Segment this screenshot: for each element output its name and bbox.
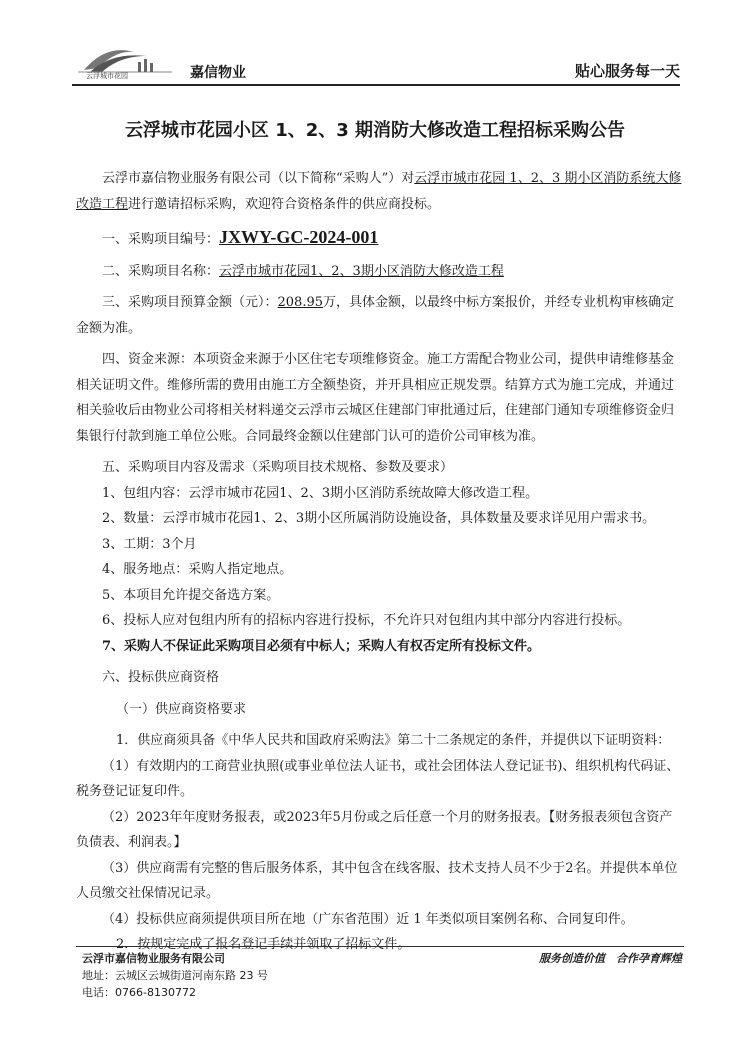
section-4: 四、资金来源：本项资金来源于小区住宅专项维修资金。施工方需配合物业公司，提供申请维修基金相关证明文件。维修所需的费用由施工方全额垫资，并开具相应正规发票。结算方式为施工完成，并通过相关验收后由物业公司将相关材料递交云浮市云城区住建部门审批通过后，住建部门通知专项维修资金归集银行付款到施工单位公账。合同最终金额以住建部门认可的造价公司审核为准。: [76, 352, 675, 444]
footer-divider: [76, 946, 684, 947]
s6-p2: 2．按规定完成了报名登记手续并领取了招标文件。: [116, 937, 411, 952]
footer-motto: 服务创造价值 合作孕育辉煌: [539, 952, 682, 965]
s6-p1-1: （1）有效期内的工商营业执照(或事业单位法人证书，或社会团体法人登记证书)、组织机构代码证、税务登记证复印件。: [76, 758, 680, 799]
intro-post: 进行邀请招标采购，欢迎符合资格条件的供应商投标。: [128, 196, 441, 212]
intro-project: 云浮市城市花园 1、2、3 期小区消防系统大修改造工程: [76, 171, 682, 212]
budget-value: 208.95: [277, 295, 324, 310]
s5-item-3: 3、工期：3个月: [102, 536, 197, 552]
footer-company: 云浮市嘉信物业服务有限公司: [82, 952, 225, 965]
letterhead-footer: [82, 950, 682, 1001]
section-2: [76, 259, 684, 285]
header-divider: [72, 84, 680, 86]
section-3: [76, 290, 684, 341]
s5-item-7: 7、采购人不保证此采购项目必须有中标人；采购人有权否定所有投标文件。: [102, 638, 541, 654]
project-name: 云浮市城市花园1、2、3期小区消防大修改造工程: [219, 263, 504, 279]
s5-item-2: 2、数量：云浮市城市花园1、2、3期小区所属消防设施设备，具体数量及要求详见用户需求书。: [102, 511, 656, 526]
section-6-heading: 六、投标供应商资格: [102, 670, 220, 685]
s6-subheading: （一）供应商资格要求: [116, 701, 247, 717]
intro-pre: 云浮市嘉信物业服务有限公司（以下简称“采购人”）对: [102, 171, 415, 186]
project-number-label: 一、采购项目编号：: [102, 232, 220, 247]
s6-p1-2: （2）2023年年度财务报表，或2023年5月份或之后任意一个月的财务报表。【财务报表须包含资产负债表、利润表。】: [76, 809, 673, 850]
footer-phone: 电话：0766-8130772: [82, 986, 196, 999]
s5-item-6: 6、投标人应对包组内所有的招标内容进行投标，不允许只对包组内其中部分内容进行投标。: [102, 613, 631, 628]
s6-p1-3: （3）供应商需有完整的售后服务体系，其中包含在线客服、技术支持人员不少于2名。并提供本单位人员缴交社保情况记录。: [76, 860, 678, 901]
slogan: 贴心服务每一天: [574, 62, 680, 80]
budget-rest: 万，具体金额，以最终中标方案报价，并经专业机构审核确定金额为准。: [76, 295, 675, 336]
footer-address: 地址：云城区云城街道河南东路 23 号: [82, 969, 268, 982]
section-5-heading: 五、采购项目内容及需求（采购项目技术规格、参数及要求）: [102, 460, 454, 475]
brand-name: 嘉信物业: [190, 65, 246, 81]
s5-item-5: 5、本项目允许提交备选方案。: [102, 587, 280, 603]
s6-p1-4: （4）投标供应商须提供项目所在地（广东省范围）近 1 年类似项目案例名称、合同复印件。: [102, 911, 634, 927]
project-number: JXWY-GC-2024-001: [219, 227, 379, 247]
s5-item-1: 1、包组内容：云浮市城市花园1、2、3期小区消防系统故障大修改造工程。: [102, 485, 539, 501]
s5-item-4: 4、服务地点：采购人指定地点。: [102, 562, 293, 577]
letterhead: [72, 40, 680, 92]
budget-label: 三、采购项目预算金额（元）：: [102, 295, 278, 310]
logo-text: 云浮城市花园: [86, 72, 128, 80]
project-name-label: 二、采购项目名称：: [102, 263, 220, 279]
document-body: [76, 166, 684, 958]
s6-p1: 1．供应商须具备《中华人民共和国政府采购法》第二十二条规定的条件，并提供以下证明资料：: [116, 733, 671, 748]
page-title: 云浮城市花园小区 1、2、3 期消防大修改造工程招标采购公告: [124, 120, 626, 141]
section-1: [76, 225, 684, 253]
intro-paragraph: [76, 166, 684, 217]
